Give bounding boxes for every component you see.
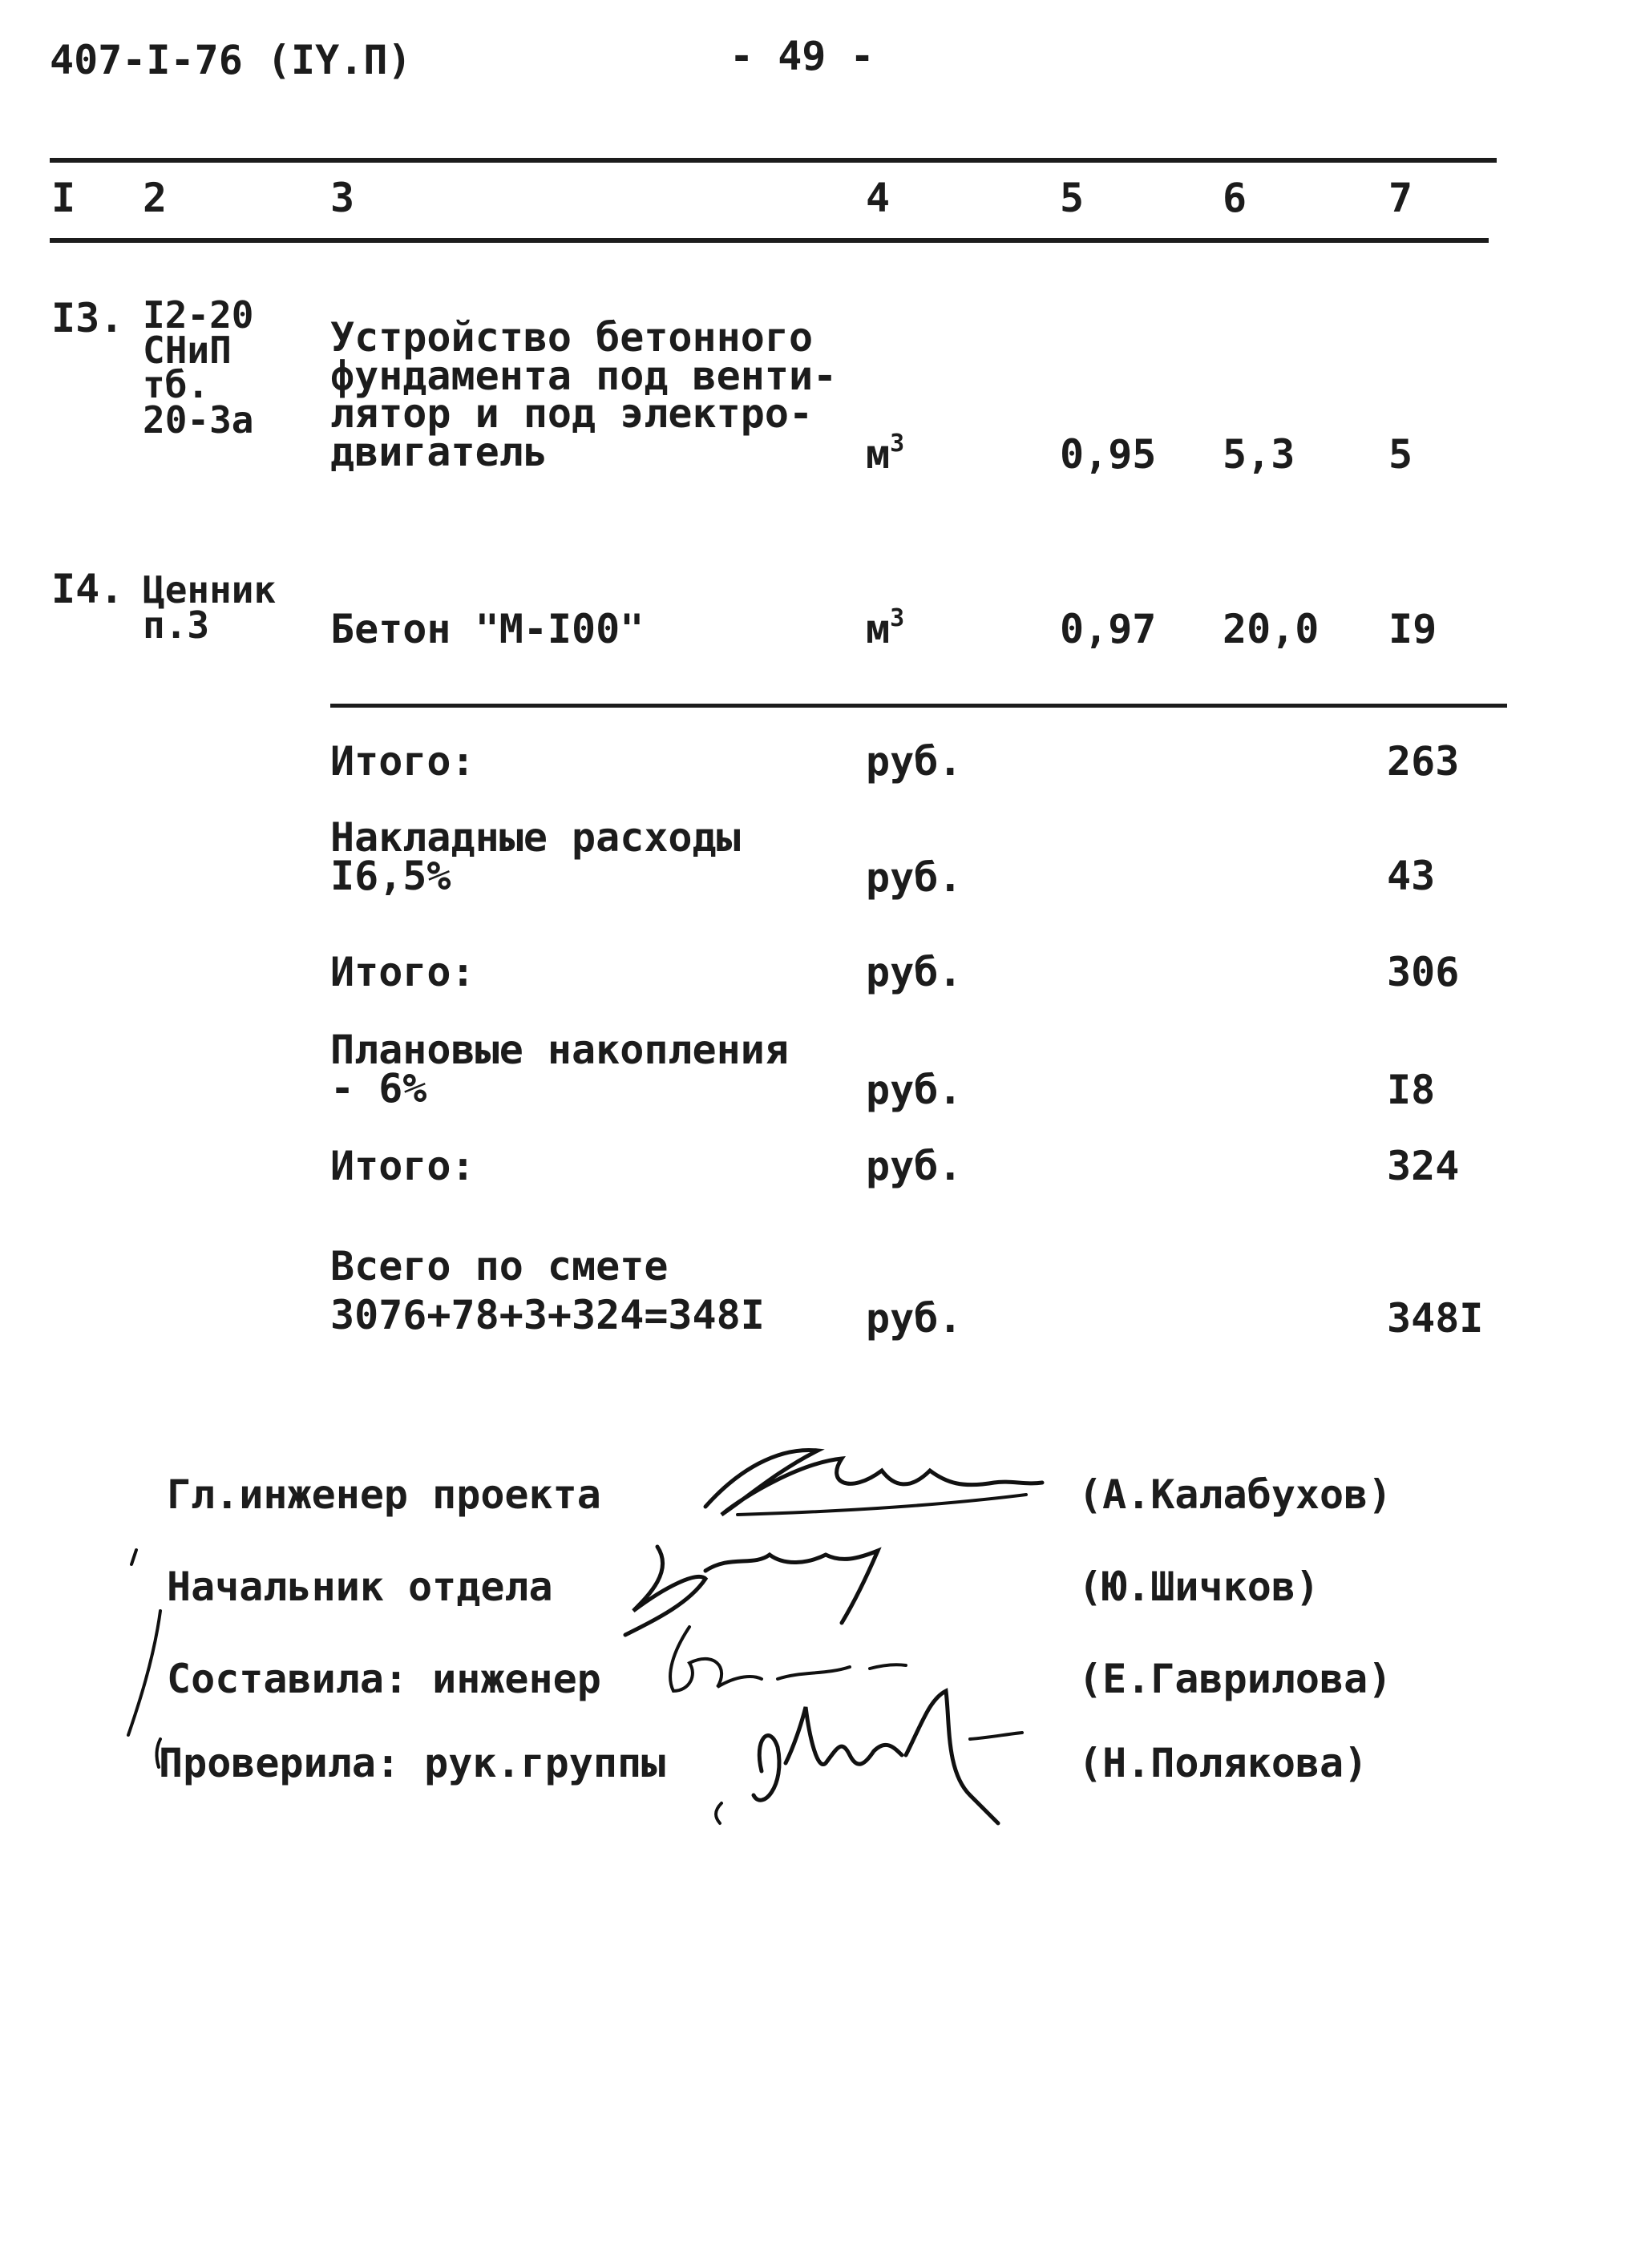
summary-label: Всего по смете 3076+78+3+324=348I: [330, 1243, 765, 1338]
row-reference: I2-20 СНиП тб. 20-3а: [143, 293, 254, 442]
summary-unit: руб.: [866, 854, 963, 901]
row-description: Бетон "М-I00": [330, 606, 645, 652]
row-reference: Ценник п.3: [143, 568, 277, 647]
summary-label: Итого:: [330, 1143, 475, 1189]
summary-unit: руб.: [866, 1295, 963, 1342]
summary-total: 43: [1387, 853, 1436, 899]
column-header-5: 5: [1060, 175, 1085, 221]
summary-total: 263: [1387, 738, 1460, 785]
row-quantity: 0,95: [1060, 431, 1157, 478]
signatory-role: Гл.инженер проекта: [167, 1471, 601, 1518]
page-number: - 49 -: [730, 33, 875, 79]
summary-total: I8: [1387, 1067, 1436, 1113]
header-bottom-rule: [50, 238, 1489, 243]
row-unit: $м^3$: [866, 430, 905, 478]
row-quantity: 0,97: [1060, 606, 1157, 652]
summary-rule: [330, 704, 1507, 708]
signatory-role: Проверила: рук.группы: [159, 1740, 666, 1786]
summary-label: Итого:: [330, 949, 475, 995]
summary-total: 324: [1387, 1143, 1460, 1189]
summary-unit: руб.: [866, 738, 963, 785]
column-header-6: 6: [1223, 175, 1247, 221]
row-total: I9: [1388, 606, 1437, 652]
row-description: Устройство бетонного фундамента под венти- лятор и под электро- двигатель: [330, 314, 838, 475]
row-unit: $м^3$: [866, 604, 905, 652]
row-number: I3.: [51, 295, 124, 341]
document-code: 407-I-76 (IY.П): [50, 37, 412, 83]
signature-chief-engineer: [689, 1439, 1058, 1527]
summary-unit: руб.: [866, 1067, 963, 1113]
row-unit-price: 5,3: [1223, 431, 1295, 478]
column-header-3: 3: [330, 175, 355, 221]
summary-label: Накладные расходы I6,5%: [330, 814, 741, 899]
signatory-name: (Н.Полякова): [1078, 1740, 1368, 1786]
signature-checker: [705, 1675, 1042, 1827]
column-header-2: 2: [143, 175, 168, 221]
signatory-name: (Ю.Шичков): [1078, 1564, 1320, 1610]
summary-label: Итого:: [330, 738, 475, 785]
summary-unit: руб.: [866, 949, 963, 995]
signatory-name: (Е.Гаврилова): [1078, 1656, 1392, 1702]
header-top-rule: [50, 158, 1497, 163]
column-header-4: 4: [866, 175, 891, 221]
summary-unit: руб.: [866, 1143, 963, 1189]
row-number: I4.: [51, 566, 124, 612]
summary-total: 306: [1387, 949, 1460, 995]
signatory-role: Составила: инженер: [167, 1656, 601, 1702]
signatory-role: Начальник отдела: [167, 1564, 553, 1610]
signatory-name: (А.Калабухов): [1078, 1471, 1392, 1518]
summary-total: 348I: [1387, 1295, 1484, 1342]
summary-label: Плановые накопления - 6%: [330, 1027, 789, 1112]
column-header-7: 7: [1388, 175, 1413, 221]
column-header-1: I: [51, 175, 76, 221]
row-total: 5: [1388, 431, 1413, 478]
margin-pen-marks: [120, 1547, 216, 1787]
row-unit-price: 20,0: [1223, 606, 1320, 652]
